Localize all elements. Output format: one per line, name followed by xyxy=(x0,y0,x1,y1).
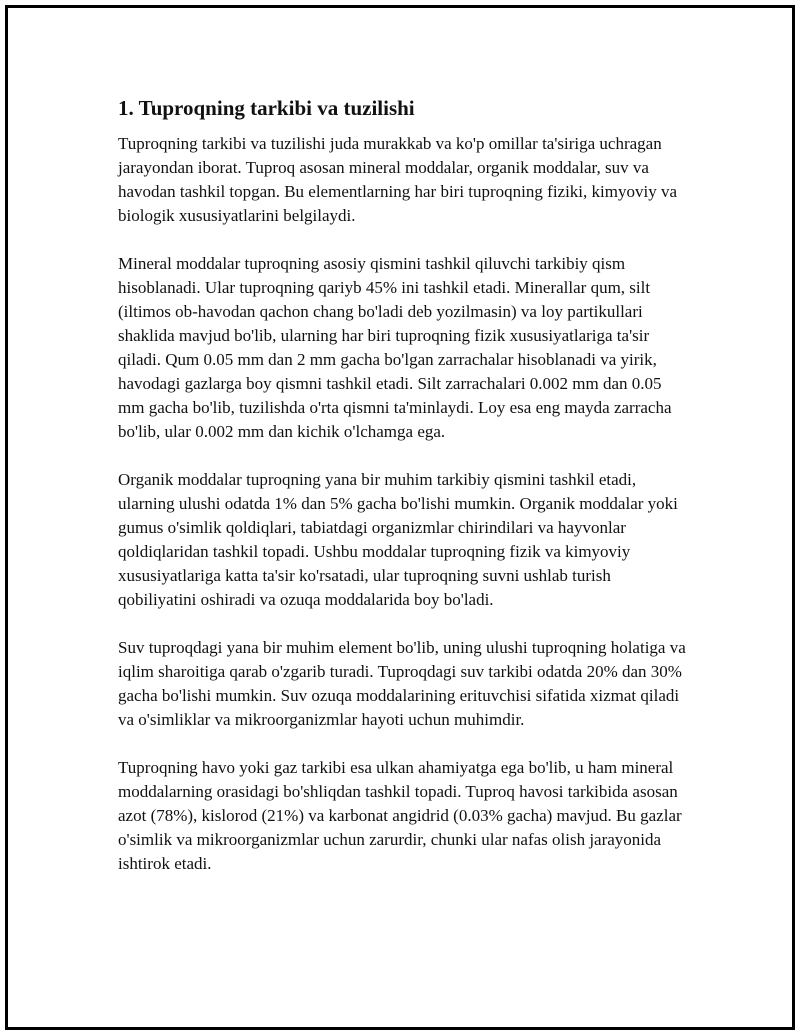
paragraph-composition: Tuproqning tarkibi va tuzilishi juda murakkab va ko'p omillar ta'siriga uchragan jarayondan iborat. Tuproq asosan mineral moddalar, organik moddalar, suv va havodan tashkil topgan. Bu elementlarning har biri tuproqning fiziki, kimyoviy va biologik xususiyatlarini belgilaydi. xyxy=(118,134,677,225)
section-heading: 1. Tuproqning tarkibi va tuzilishi xyxy=(118,96,415,120)
paragraph-air: Tuproqning havo yoki gaz tarkibi esa ulkan ahamiyatga ega bo'lib, u ham mineral moddalarning orasidagi bo'shliqdan tashkil topadi. Tuproq havosi tarkibida asosan azot (78%), kislorod (21%) va karbonat angidrid (0.03% gacha) mavjud. Bu gazlar o'simlik va mikroorganizmlar uchun zarurdir, chunki ular nafas olish jarayonida ishtirok etadi. xyxy=(118,758,682,873)
paragraph-organic-matter: Organik moddalar tuproqning yana bir muhim tarkibiy qismini tashkil etadi, ularning ulushi odatda 1% dan 5% gacha bo'lishi mumkin. Organik moddalar yoki gumus o'simlik qoldiqlari, tabiatdagi organizmlar chirindilari va hayvonlar qoldiqlaridan tashkil topadi. Ushbu moddalar tuproqning fizik va kimyoviy xususiyatlariga katta ta'sir ko'rsatadi, ular tuproqning suvni ushlab turish qobiliyatini oshiradi va ozuqa moddalarida boy bo'ladi. xyxy=(118,470,678,609)
paragraph-mineral-matter: Mineral moddalar tuproqning asosiy qismini tashkil qiluvchi tarkibiy qism hisoblanadi. Ular tuproqning qariyb 45% ini tashkil etadi. Minerallar qum, silt (iltimos ob-havodan qachon chang bo'ladi deb yozilmasin) va loy partikullari shaklida mavjud bo'lib, ularning har biri tuproqning fizik xususiyatlariga ta'sir qiladi. Qum 0.05 mm dan 2 mm gacha bo'lgan zarrachalar hisoblanadi va yirik, havodagi gazlarga boy qismni tashkil etadi. Silt zarrachalari 0.002 mm dan 0.05 mm gacha bo'lib, tuzilishda o'rta qismni ta'minlaydi. Loy esa eng mayda zarracha bo'lib, ular 0.002 mm dan kichik o'lchamga ega. xyxy=(118,254,672,441)
document-body xyxy=(118,94,688,900)
paragraph-water: Suv tuproqdagi yana bir muhim element bo'lib, uning ulushi tuproqning holatiga va iqlim sharoitiga qarab o'zgarib turadi. Tuproqdagi suv tarkibi odatda 20% dan 30% gacha bo'lishi mumkin. Suv ozuqa moddalarining erituvchisi sifatida xizmat qiladi va o'simliklar va mikroorganizmlar hayoti uchun muhimdir. xyxy=(118,638,686,729)
